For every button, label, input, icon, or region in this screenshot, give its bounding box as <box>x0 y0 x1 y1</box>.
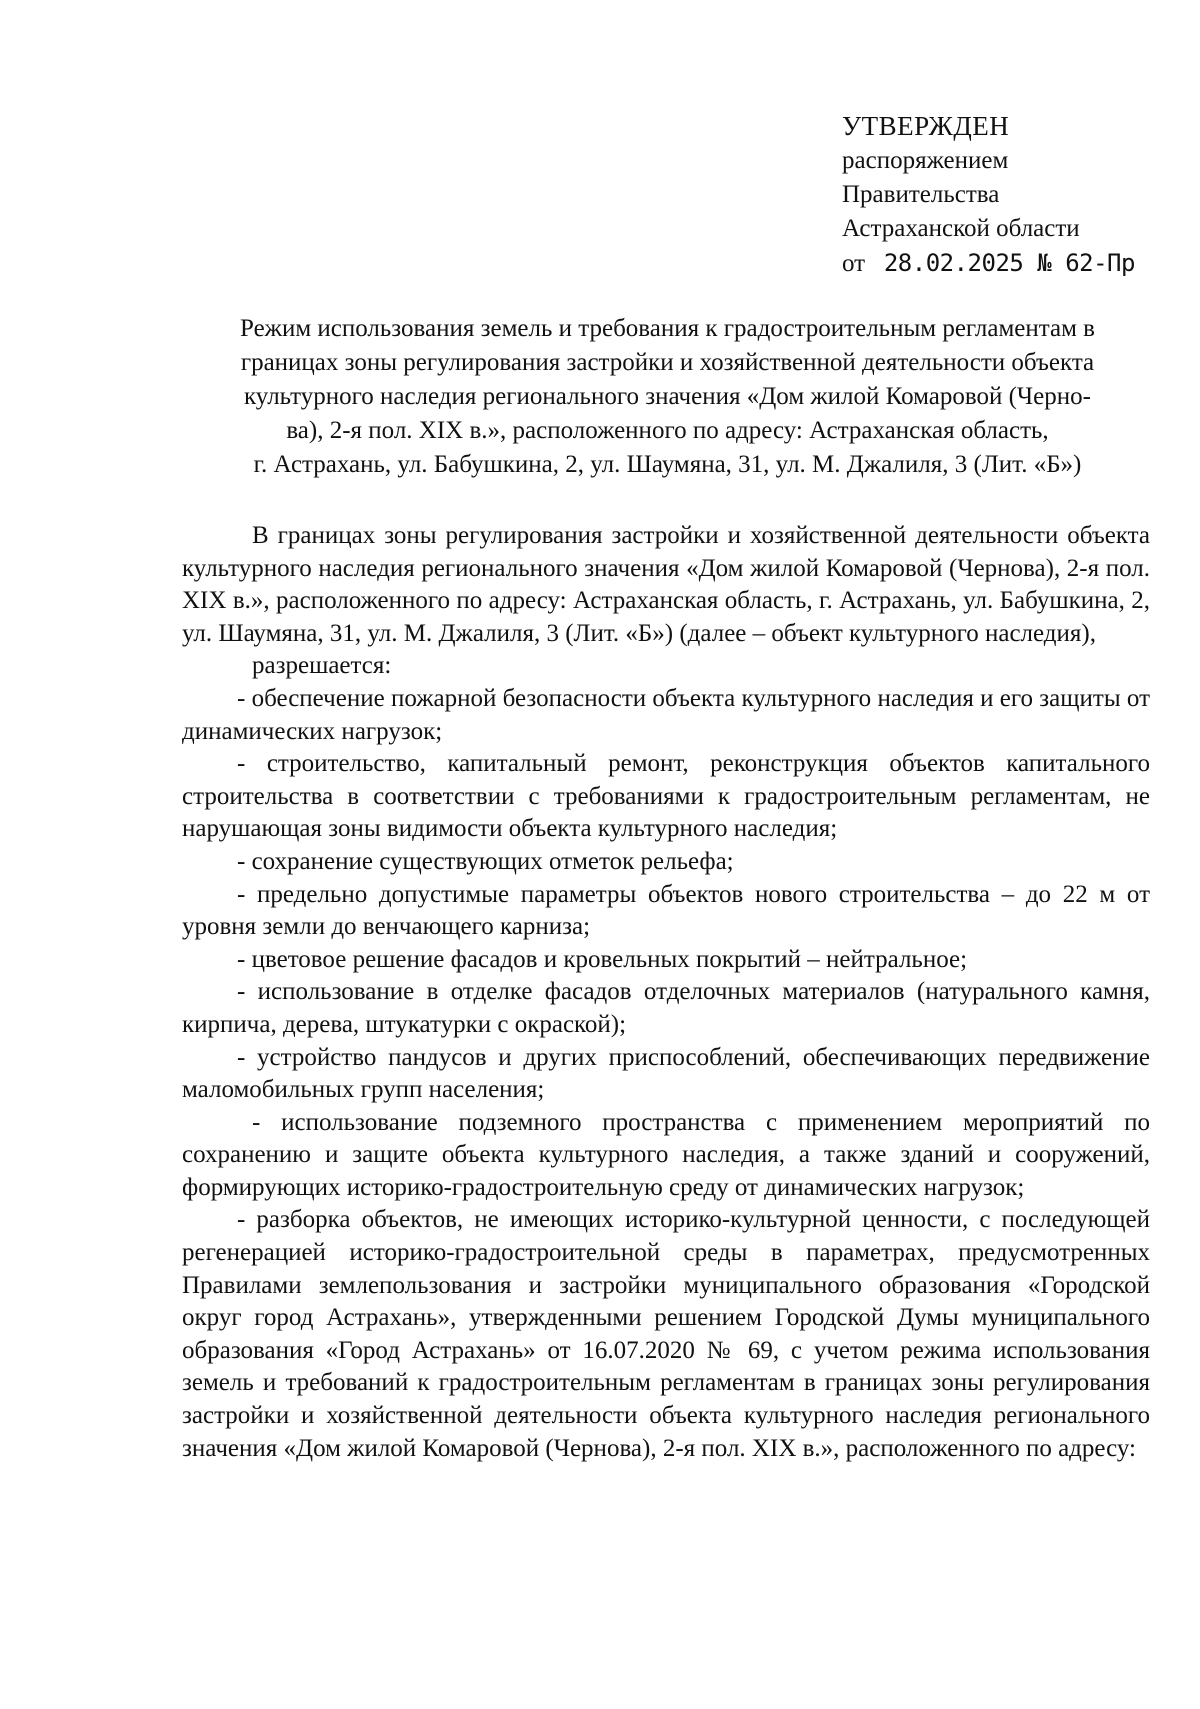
list-item-construction: - строительство, капитальный ремонт, реконструкция объектов капитального строительства в соответствии с требованиями к градостроительным регламентам, не нарушающая зоны видимости объекта культурного наследия; <box>182 750 1150 843</box>
list-item-fire-safety: - обеспечение пожарной безопасности объекта культурного наследия и его защиты от динамических нагрузок; <box>182 684 1150 745</box>
title-line-2: границах зоны регулирования застройки и хозяйственной деятельности объекта <box>240 349 1095 376</box>
list-item-height-limit: - предельно допустимые параметры объектов нового строительства – до 22 м от уровня земли до венчающего карниза; <box>182 880 1150 941</box>
list-item-underground: - использование подземного пространства с применением мероприятий по сохранению и защите объекта культурного наследия, а также зданий и сооружений, формирующих историко-градостроительную среду от динамических нагрузок; <box>182 1108 1150 1201</box>
approval-stamp-block <box>842 108 1135 281</box>
document-title <box>180 312 1155 482</box>
approval-line-order: распоряжением <box>842 147 1009 174</box>
approval-date-line <box>842 246 1135 281</box>
approval-line-government: Правительства <box>842 181 1000 208</box>
approval-line-region: Астраханской области <box>842 215 1080 242</box>
title-line-3: культурного наследия регионального значения «Дом жилой Комаровой (Черно- <box>244 383 1091 410</box>
intro-paragraph: В границах зоны регулирования застройки и хозяйственной деятельности объекта культурного наследия регионального значения «Дом жилой Комаровой (Чернова), 2-я пол. XIX в.», расположенного по адресу: Астраханская область, г. Астрахань, ул. Бабушкина, 2, ул. Шаумяна, 31, ул. М. Джалиля, 3 (Лит. «Б») (далее – объект культурного наследия), <box>182 522 1150 647</box>
approval-date-value: 28.02.2025 № 62-Пр <box>883 249 1135 277</box>
list-item-materials: - использование в отделке фасадов отделочных материалов (натурального камня, кирпича, дерева, штукатурки с окраской); <box>182 978 1150 1038</box>
list-item-color: - цветовое решение фасадов и кровельных покрытий – нейтральное; <box>237 945 968 973</box>
title-line-1: Режим использования земель и требования к градостроительным регламентам в <box>240 315 1095 342</box>
approval-heading: УТВЕРЖДЕН <box>842 111 1010 141</box>
permitted-label: разрешается: <box>252 652 392 680</box>
approval-date-prefix: от <box>842 250 866 277</box>
document-body <box>182 520 1150 1465</box>
list-item-dismantling: - разборка объектов, не имеющих историко-культурной ценности, с последующей регенерацией историко-градостроительной среды в параметрах, предусмотренных Правилами землепользования и застройки муниципального образования «Городской округ город Астрахань», утвержденными решением Городской Думы муниципального образования «Город Астрахань» от 16.07.2020 № 69, с учетом режима использования земель и требований к градостроительным регламентам в границах зоны регулирования застройки и хозяйственной деятельности объекта культурного наследия регионального значения «Дом жилой Комаровой (Чернова), 2-я пол. XIX в.», расположенного по адресу: <box>182 1206 1150 1462</box>
list-item-ramps: - устройство пандусов и других приспособлений, обеспечивающих передвижение маломобильных групп населения; <box>182 1043 1150 1104</box>
title-line-4: ва), 2-я пол. XIX в.», расположенного по адресу: Астраханская область, <box>286 417 1049 444</box>
list-item-relief: - сохранение существующих отметок рельефа; <box>237 847 734 875</box>
title-line-5: г. Астрахань, ул. Бабушкина, 2, ул. Шаумяна, 31, ул. М. Джалиля, 3 (Лит. «Б») <box>253 451 1082 478</box>
